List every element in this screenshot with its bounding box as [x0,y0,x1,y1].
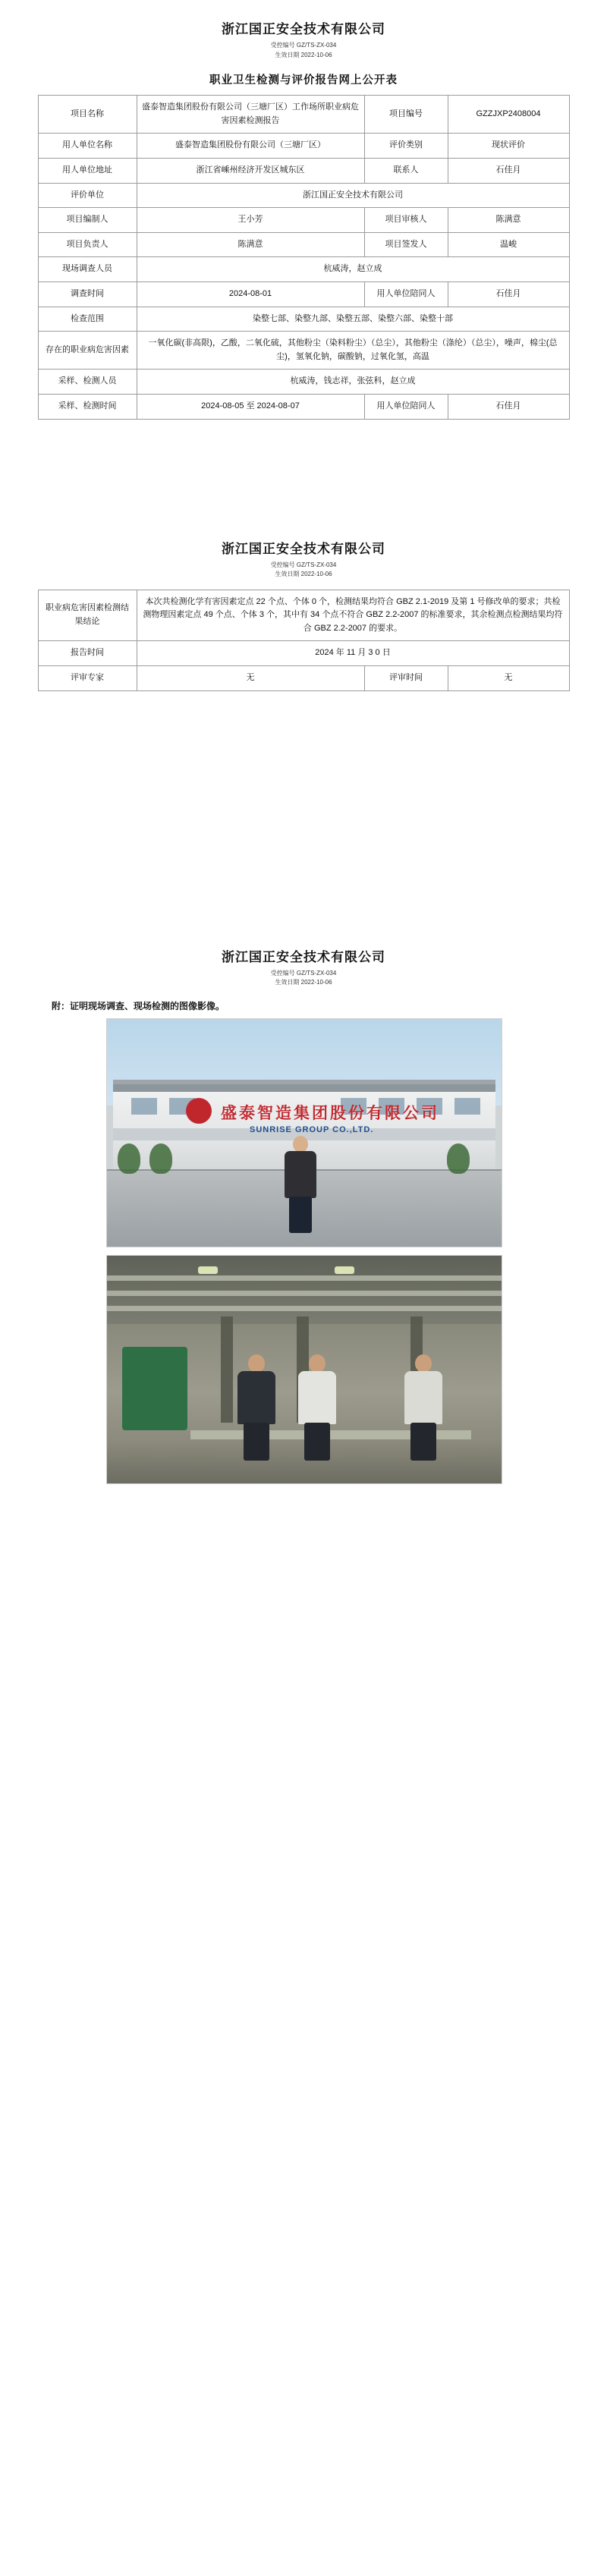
table-row [38,282,569,307]
row-label-conclusion: 职业病危害因素检测结果结论 [38,590,137,641]
company-sign-english: SUNRISE GROUP CO.,LTD. [250,1124,374,1134]
table-row [38,666,569,691]
worker-head [309,1354,326,1373]
row-value-conclusion: 本次共检测化学有害因素定点 22 个点、个体 0 个，检测结果均符合 GBZ 2.1-2019 及第 1 号修改单的要求；共检测物理因素定点 49 个点、个体 3 个，其中有 34 个点不符合 GBZ 2.2-2007 的标准要求，其余检测点检测结果均符合 GBZ 2.2-2007 的要求。 [137,590,569,641]
table-row [38,208,569,233]
row-label-project-lead: 项目负责人 [38,232,137,257]
page-bottom-gap [0,1492,607,1537]
org-title: 浙江国正安全技术有限公司 [222,949,385,964]
person-torso [285,1151,316,1198]
row-label-employer-escort: 用人单位陪同人 [364,282,448,307]
row-value-review-time: 无 [448,666,569,691]
row-label-review-time: 评审时间 [364,666,448,691]
worker-head [415,1354,432,1373]
row-label-scope: 检查范围 [38,307,137,332]
worker-torso [237,1371,275,1424]
table-row [38,232,569,257]
ceiling-lamp [335,1266,354,1274]
window [131,1098,157,1115]
row-value-sampling-escort: 石佳月 [448,394,569,419]
row-value-hazard-factors: 一氧化碳(非高限)，乙酸，二氧化硫，其他粉尘（染料粉尘）（总尘），其他粉尘（涤纶）（总尘），噪声，棉尘(总尘)，氢氧化钠，碳酸钠，过氧化氢，高温 [137,332,569,370]
table-row [38,307,569,332]
row-label-reviewer: 项目审核人 [364,208,448,233]
org-effective-date: 生效日期 2022-10-06 [275,571,332,578]
row-value-issuer: 温峻 [448,232,569,257]
row-value-employer-name: 盛泰智造集团股份有限公司（三塘厂区） [137,134,364,159]
machine-column [221,1316,233,1423]
roof-line [113,1084,495,1092]
row-label-contact: 联系人 [364,158,448,183]
ceiling [107,1256,502,1324]
row-label-employer-address: 用人单位地址 [38,158,137,183]
row-value-reviewer: 陈满意 [448,208,569,233]
tree [118,1143,140,1174]
person-standing [283,1136,318,1233]
workshop-interior-photo [106,1255,502,1484]
page-break-gap-1 [0,420,607,533]
row-value-sampling-staff: 杭威涛，钱志祥，张弦科，赵立成 [137,370,569,395]
worker-head [248,1354,265,1373]
document-page-2 [0,533,607,942]
worker-legs [304,1423,330,1461]
org-code: 受控编号 GZ/TS-ZX-034 [270,969,337,977]
table-row [38,394,569,419]
table-row [38,590,569,641]
row-label-project-name: 项目名称 [38,96,137,134]
row-value-project-name: 盛泰智造集团股份有限公司（三塘厂区）工作场所职业病危害因素检测报告 [137,96,364,134]
worker-legs [244,1423,269,1461]
row-label-sampling-staff: 采样、检测人员 [38,370,137,395]
row-value-report-date: 2024 年 11 月 3 0 日 [137,641,569,666]
page2-header [38,533,569,579]
table-row [38,332,569,370]
row-value-employer-escort: 石佳月 [448,282,569,307]
row-value-sampling-time: 2024-08-05 至 2024-08-07 [137,394,364,419]
report-info-table [38,95,570,419]
row-label-review-expert: 评审专家 [38,666,137,691]
row-label-site-investigators: 现场调查人员 [38,257,137,282]
overhead-pipe [107,1275,502,1281]
row-label-hazard-factors: 存在的职业病危害因素 [38,332,137,370]
worker-center [297,1354,338,1461]
green-machine [122,1347,187,1430]
row-value-review-expert: 无 [137,666,364,691]
document-page-3 [0,942,607,1537]
tree [447,1143,470,1174]
row-label-survey-date: 调查时间 [38,282,137,307]
row-value-eval-org: 浙江国正安全技术有限公司 [137,183,569,208]
row-label-employer-name: 用人单位名称 [38,134,137,159]
photo-gallery [106,1018,501,1484]
window [454,1098,480,1115]
row-label-sampling-escort: 用人单位陪同人 [364,394,448,419]
org-title: 浙江国正安全技术有限公司 [222,22,385,36]
table-row [38,641,569,666]
row-label-report-date: 报告时间 [38,641,137,666]
tree [149,1143,172,1174]
page-title: 职业卫生检测与评价报告网上公开表 [209,74,398,87]
org-code: 受控编号 GZ/TS-ZX-034 [270,561,337,568]
row-label-project-code: 项目编号 [364,96,448,134]
page1-header [38,0,569,87]
row-label-eval-org: 评价单位 [38,183,137,208]
row-value-scope: 染整七部、染整九部、染整五部、染整六部、染整十部 [137,307,569,332]
worker-right [403,1354,444,1461]
table-row [38,257,569,282]
page-break-gap-2 [0,691,607,942]
attachment-note: 附：证明现场调查、现场检测的图像影像。 [52,1000,225,1011]
ceiling-lamp [198,1266,218,1274]
overhead-pipe [107,1291,502,1296]
org-code: 受控编号 GZ/TS-ZX-034 [270,42,337,49]
conclusion-table [38,590,570,691]
document-page-1 [0,0,607,533]
row-value-project-lead: 陈满意 [137,232,364,257]
row-value-eval-type: 现状评价 [448,134,569,159]
row-value-compiler: 王小芳 [137,208,364,233]
person-legs [289,1197,312,1233]
overhead-pipe [107,1306,502,1311]
worker-torso [404,1371,442,1424]
page3-header [38,942,569,987]
worker-torso [298,1371,336,1424]
org-effective-date: 生效日期 2022-10-06 [275,979,332,986]
table-row [38,134,569,159]
table-row [38,96,569,134]
row-label-eval-type: 评价类别 [364,134,448,159]
row-label-issuer: 项目签发人 [364,232,448,257]
org-effective-date: 生效日期 2022-10-06 [275,51,332,58]
factory-exterior-photo [106,1018,502,1247]
worker-legs [410,1423,436,1461]
table-row [38,183,569,208]
row-value-contact: 石佳月 [448,158,569,183]
row-value-site-investigators: 杭威涛，赵立成 [137,257,569,282]
row-label-compiler: 项目编制人 [38,208,137,233]
company-sign-chinese: 盛泰智造集团股份有限公司 [221,1104,439,1122]
table-row [38,158,569,183]
company-logo-icon [186,1098,212,1124]
table-row [38,370,569,395]
person-head [293,1136,308,1153]
row-value-project-code: GZZJXP2408004 [448,96,569,134]
org-title: 浙江国正安全技术有限公司 [222,541,385,556]
row-value-survey-date: 2024-08-01 [137,282,364,307]
row-value-employer-address: 浙江省嵊州经济开发区城东区 [137,158,364,183]
row-label-sampling-time: 采样、检测时间 [38,394,137,419]
worker-left [236,1354,277,1461]
